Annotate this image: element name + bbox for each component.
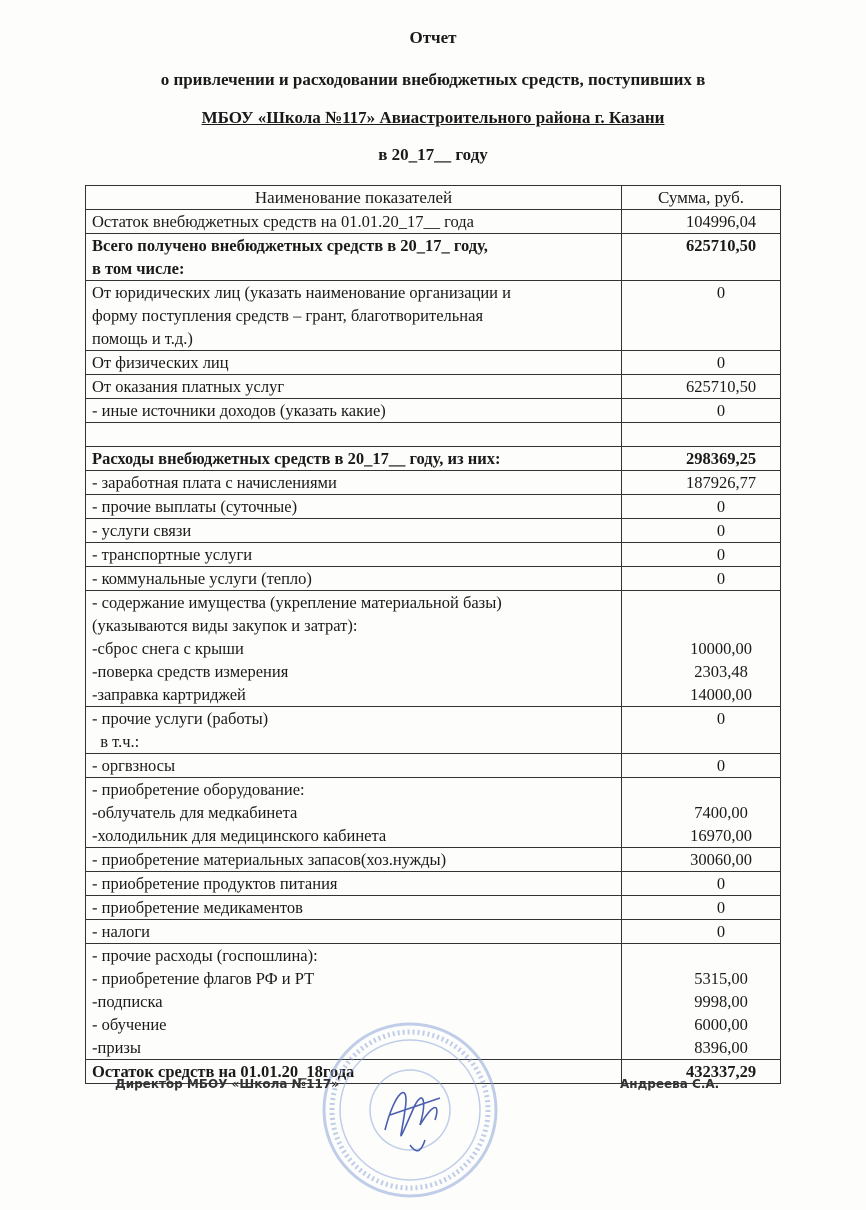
amount-cell bbox=[622, 848, 781, 872]
indicator-cell bbox=[86, 210, 622, 234]
table-row bbox=[86, 707, 781, 754]
table-header-row bbox=[86, 186, 781, 210]
table-row bbox=[86, 920, 781, 944]
indicator-cell bbox=[86, 896, 622, 920]
amount-value bbox=[622, 778, 780, 801]
indicator-label: Расходы внебюджетных средств в 20_17__ году, из них: bbox=[92, 449, 501, 468]
amount-cell bbox=[622, 210, 781, 234]
table-row bbox=[86, 519, 781, 543]
amount-cell bbox=[622, 778, 781, 848]
table-row bbox=[86, 447, 781, 471]
indicator-label: -подписка bbox=[92, 992, 163, 1011]
amount-cell bbox=[622, 896, 781, 920]
indicator-cell bbox=[86, 920, 622, 944]
signatory-name: Андреева С.А. bbox=[620, 1077, 720, 1091]
amount-value: 0 bbox=[716, 545, 726, 564]
indicator-label: - приобретение оборудование: bbox=[92, 780, 305, 799]
amount-value bbox=[622, 423, 780, 446]
amount-cell bbox=[622, 423, 781, 447]
table-row bbox=[86, 591, 781, 707]
table-row bbox=[86, 543, 781, 567]
indicator-cell bbox=[86, 495, 622, 519]
indicator-label: (указываются виды закупок и затрат): bbox=[92, 616, 358, 635]
indicator-label: - прочие выплаты (суточные) bbox=[92, 497, 298, 516]
document-subtitle: о привлечении и расходовании внебюджетных средств, поступивших в bbox=[160, 70, 706, 89]
table-row bbox=[86, 234, 781, 281]
amount-cell bbox=[622, 944, 781, 1060]
amount-cell bbox=[622, 920, 781, 944]
amount-value: 30060,00 bbox=[690, 850, 752, 869]
table-row bbox=[86, 567, 781, 591]
amount-value: 14000,00 bbox=[690, 685, 752, 704]
amount-value: 10000,00 bbox=[690, 639, 752, 658]
indicator-label: -холодильник для медицинского кабинета bbox=[92, 826, 387, 845]
table-row bbox=[86, 754, 781, 778]
indicator-cell bbox=[86, 399, 622, 423]
amount-cell bbox=[622, 375, 781, 399]
amount-cell bbox=[622, 281, 781, 351]
amount-value: 432337,29 bbox=[685, 1062, 757, 1081]
amount-cell bbox=[622, 543, 781, 567]
indicator-label: - коммунальные услуги (тепло) bbox=[92, 569, 312, 588]
indicator-label: - прочие расходы (госпошлина): bbox=[92, 946, 318, 965]
table-row bbox=[86, 495, 781, 519]
organization-name: МБОУ «Школа №117» Авиастроительного района г. Казани bbox=[201, 108, 665, 127]
table-row bbox=[86, 423, 781, 447]
amount-cell bbox=[622, 351, 781, 375]
indicator-cell bbox=[86, 872, 622, 896]
amount-cell bbox=[622, 754, 781, 778]
indicator-label: помощь и т.д.) bbox=[92, 329, 193, 348]
indicator-cell bbox=[86, 447, 622, 471]
amount-cell bbox=[622, 707, 781, 754]
amount-value: 104996,04 bbox=[685, 212, 757, 231]
indicator-label: - заработная плата с начислениями bbox=[92, 473, 337, 492]
amount-value: 9998,00 bbox=[694, 992, 748, 1011]
report-table bbox=[85, 185, 781, 1084]
amount-cell bbox=[622, 519, 781, 543]
indicator-label: - обучение bbox=[92, 1015, 167, 1034]
table-row bbox=[86, 896, 781, 920]
indicator-cell bbox=[86, 848, 622, 872]
indicator-label: - приобретение флагов РФ и РТ bbox=[92, 969, 315, 988]
table-row bbox=[86, 399, 781, 423]
indicator-label: -заправка картриджей bbox=[92, 685, 246, 704]
amount-cell bbox=[622, 591, 781, 707]
amount-cell bbox=[622, 567, 781, 591]
indicator-label: - прочие услуги (работы) bbox=[92, 709, 269, 728]
indicator-label: - оргвзносы bbox=[92, 756, 176, 775]
amount-value: 7400,00 bbox=[694, 803, 748, 822]
amount-cell bbox=[622, 399, 781, 423]
indicator-cell bbox=[86, 281, 622, 351]
indicator-label: - услуги связи bbox=[92, 521, 192, 540]
indicator-label: - приобретение продуктов питания bbox=[92, 874, 338, 893]
amount-value: 5315,00 bbox=[694, 969, 748, 988]
indicator-cell bbox=[86, 591, 622, 707]
amount-value: 625710,50 bbox=[685, 236, 757, 255]
signatory-position: Директор МБОУ «Школа №117» bbox=[115, 1077, 339, 1091]
indicator-cell bbox=[86, 778, 622, 848]
indicator-label: -поверка средств измерения bbox=[92, 662, 289, 681]
amount-value: 0 bbox=[716, 283, 726, 302]
indicator-label: -облучатель для медкабинета bbox=[92, 803, 298, 822]
indicator-cell bbox=[86, 543, 622, 567]
amount-value: 8396,00 bbox=[694, 1038, 748, 1057]
report-year: в 20_17__ году bbox=[378, 145, 488, 164]
indicator-label: От юридических лиц (указать наименование организации и bbox=[92, 283, 511, 302]
indicator-label: - приобретение медикаментов bbox=[92, 898, 303, 917]
amount-value: 2303,48 bbox=[694, 662, 748, 681]
table-row bbox=[86, 375, 781, 399]
indicator-label: - содержание имущества (укрепление материальной базы) bbox=[92, 593, 502, 612]
amount-value: 6000,00 bbox=[694, 1015, 748, 1034]
indicator-cell bbox=[86, 234, 622, 281]
indicator-label: -сброс снега с крыши bbox=[92, 639, 244, 658]
indicator-cell bbox=[86, 471, 622, 495]
amount-value: 625710,50 bbox=[685, 377, 757, 396]
indicator-cell bbox=[86, 567, 622, 591]
table-row bbox=[86, 848, 781, 872]
indicator-label: в т.ч.: bbox=[92, 732, 140, 751]
amount-value bbox=[622, 730, 780, 753]
indicator-label: От физических лиц bbox=[92, 353, 229, 372]
indicator-label: -призы bbox=[92, 1038, 142, 1057]
indicator-cell bbox=[86, 375, 622, 399]
indicator-cell bbox=[86, 519, 622, 543]
indicator-cell bbox=[86, 351, 622, 375]
table-row bbox=[86, 778, 781, 848]
amount-cell bbox=[622, 872, 781, 896]
amount-value bbox=[622, 614, 780, 637]
indicator-label: в том числе: bbox=[92, 259, 185, 278]
indicator-cell bbox=[86, 754, 622, 778]
amount-value: 0 bbox=[716, 497, 726, 516]
document-title: Отчет bbox=[409, 28, 457, 47]
table-row bbox=[86, 351, 781, 375]
indicator-label: Всего получено внебюджетных средств в 20_17_ году, bbox=[92, 236, 488, 255]
amount-value bbox=[622, 944, 780, 967]
signature-mark bbox=[365, 1070, 455, 1160]
amount-value: 0 bbox=[716, 756, 726, 775]
amount-value: 298369,25 bbox=[685, 449, 757, 468]
table-row bbox=[86, 281, 781, 351]
amount-value: 0 bbox=[716, 401, 726, 420]
indicator-label: Остаток внебюджетных средств на 01.01.20_17__ года bbox=[92, 212, 474, 231]
amount-value: 0 bbox=[716, 521, 726, 540]
table-row bbox=[86, 210, 781, 234]
indicator-label: Остаток средств на 01.01.20_18года bbox=[92, 1062, 355, 1081]
table-row bbox=[86, 471, 781, 495]
amount-cell bbox=[622, 447, 781, 471]
column-header-indicator: Наименование показателей bbox=[86, 186, 622, 210]
indicator-label: - иные источники доходов (указать какие) bbox=[92, 401, 386, 420]
indicator-cell bbox=[86, 707, 622, 754]
amount-value: 0 bbox=[716, 874, 726, 893]
amount-cell bbox=[622, 234, 781, 281]
amount-value: 0 bbox=[716, 922, 726, 941]
table-row bbox=[86, 872, 781, 896]
amount-cell bbox=[622, 471, 781, 495]
amount-value bbox=[622, 591, 780, 614]
amount-value: 16970,00 bbox=[690, 826, 752, 845]
indicator-label: - транспортные услуги bbox=[92, 545, 253, 564]
amount-cell bbox=[622, 495, 781, 519]
indicator-label: - налоги bbox=[92, 922, 150, 941]
amount-value: 0 bbox=[716, 898, 726, 917]
indicator-cell bbox=[86, 423, 622, 447]
amount-value: 0 bbox=[716, 569, 726, 588]
indicator-label: форму поступления средств – грант, благотворительная bbox=[92, 306, 484, 325]
amount-value: 0 bbox=[716, 709, 726, 728]
amount-value: 187926,77 bbox=[685, 473, 757, 492]
indicator-label: - приобретение материальных запасов(хоз.нужды) bbox=[92, 850, 447, 869]
column-header-amount: Сумма, руб. bbox=[622, 186, 781, 210]
indicator-label bbox=[92, 423, 615, 446]
indicator-label: От оказания платных услуг bbox=[92, 377, 285, 396]
amount-value: 0 bbox=[716, 353, 726, 372]
